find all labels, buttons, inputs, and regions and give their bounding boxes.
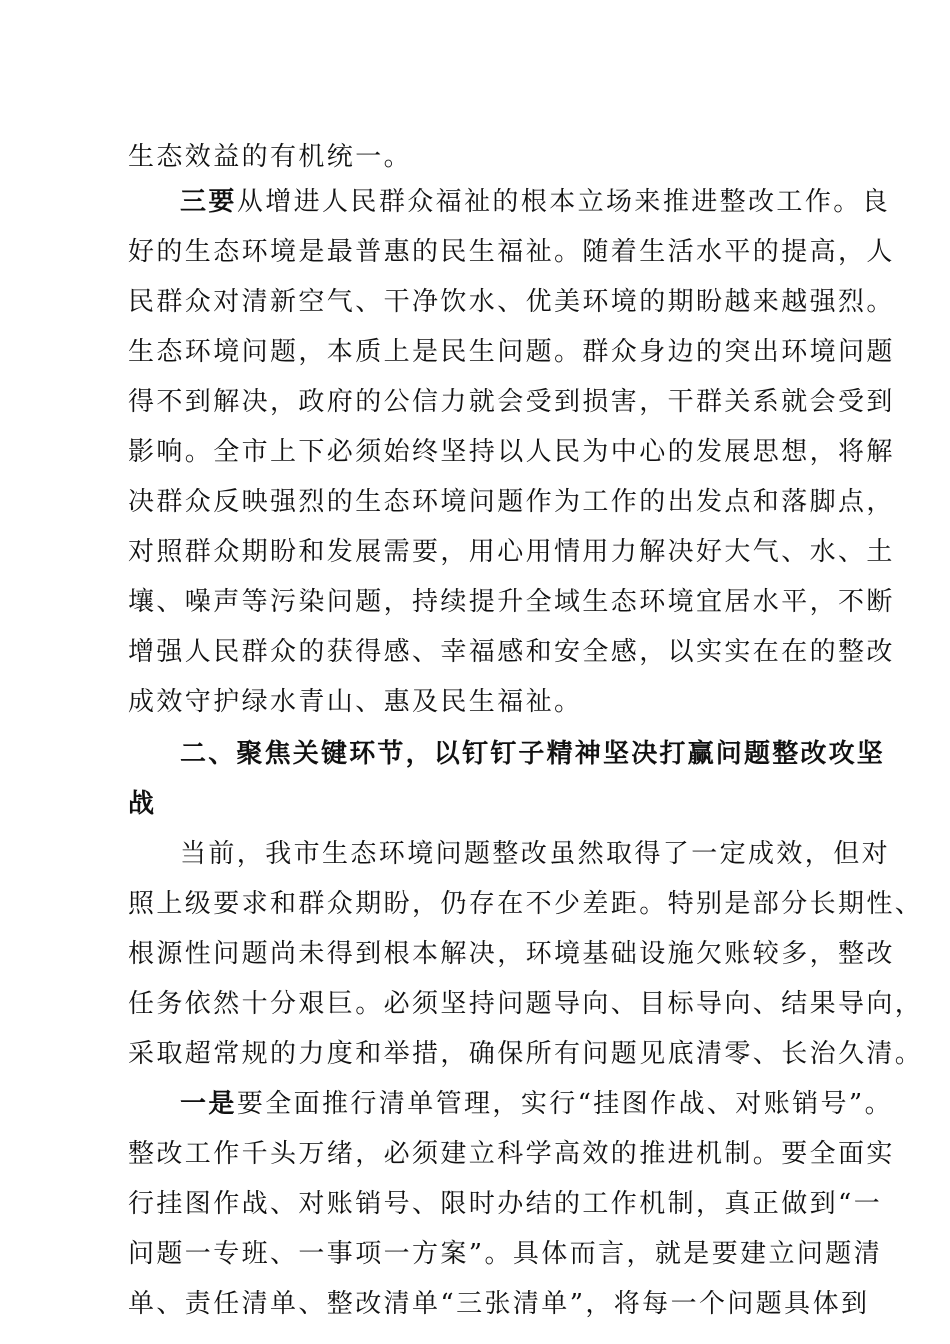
text-line: 行挂图作战、对账销号、限时办结的工作机制，真正做到“一 — [128, 1189, 883, 1219]
text-line: 民群众对清新空气、干净饮水、优美环境的期盼越来越强烈。 — [128, 287, 895, 317]
paragraph-lead: 一是 — [180, 1089, 237, 1119]
text-line: 影响。全市上下必须始终坚持以人民为中心的发展思想，将解 — [128, 437, 895, 467]
text-line: 得不到解决，政府的公信力就会受到损害，干群关系就会受到 — [128, 387, 895, 417]
text-line: 问题一专班、一事项一方案”。具体而言，就是要建立问题清 — [128, 1239, 883, 1269]
text-line: 生态效益的有机统一。 — [128, 142, 413, 172]
text-line: 决群众反映强烈的生态环境问题作为工作的出发点和落脚点， — [128, 487, 895, 517]
text-line: 增强人民群众的获得感、幸福感和安全感，以实实在在的整改 — [128, 637, 895, 667]
text-line: 整改工作千头万绪，必须建立科学高效的推进机制。要全面实 — [128, 1139, 895, 1169]
text-line: 对照群众期盼和发展需要，用心用情用力解决好大气、水、土 — [128, 537, 895, 567]
text-line: 好的生态环境是最普惠的民生福祉。随着生活水平的提高，人 — [128, 237, 895, 267]
section-heading-continuation: 战 — [128, 789, 157, 819]
section-heading: 二、聚焦关键环节，以钉钉子精神坚决打赢问题整改攻坚 — [180, 739, 886, 769]
text-line: 任务依然十分艰巨。必须坚持问题导向、目标导向、结果导向， — [128, 989, 924, 1019]
text-line: 当前，我市生态环境问题整改虽然取得了一定成效，但对 — [180, 839, 891, 869]
text-line: 壤、噪声等污染问题，持续提升全域生态环境宜居水平，不断 — [128, 587, 895, 617]
text-line: 采取超常规的力度和举措，确保所有问题见底清零、长治久清。 — [128, 1039, 924, 1069]
text-line: 生态环境问题，本质上是民生问题。群众身边的突出环境问题 — [128, 337, 895, 367]
text-run: 要全面推行清单管理，实行“挂图作战、对账销号”。 — [236, 1089, 893, 1119]
text-line: 单、责任清单、整改清单“三张清单”，将每一个问题具体到 — [128, 1289, 870, 1319]
paragraph-three-first-line — [180, 184, 890, 220]
text-line: 成效守护绿水青山、惠及民生福祉。 — [128, 687, 583, 717]
text-run: 从增进人民群众福祉的根本立场来推进整改工作。良 — [236, 187, 891, 217]
text-line: 根源性问题尚未得到根本解决，环境基础设施欠账较多，整改 — [128, 939, 895, 969]
paragraph-lead: 三要 — [180, 187, 237, 217]
paragraph-one-first-line — [180, 1086, 893, 1122]
text-line: 照上级要求和群众期盼，仍存在不少差距。特别是部分长期性、 — [128, 889, 924, 919]
